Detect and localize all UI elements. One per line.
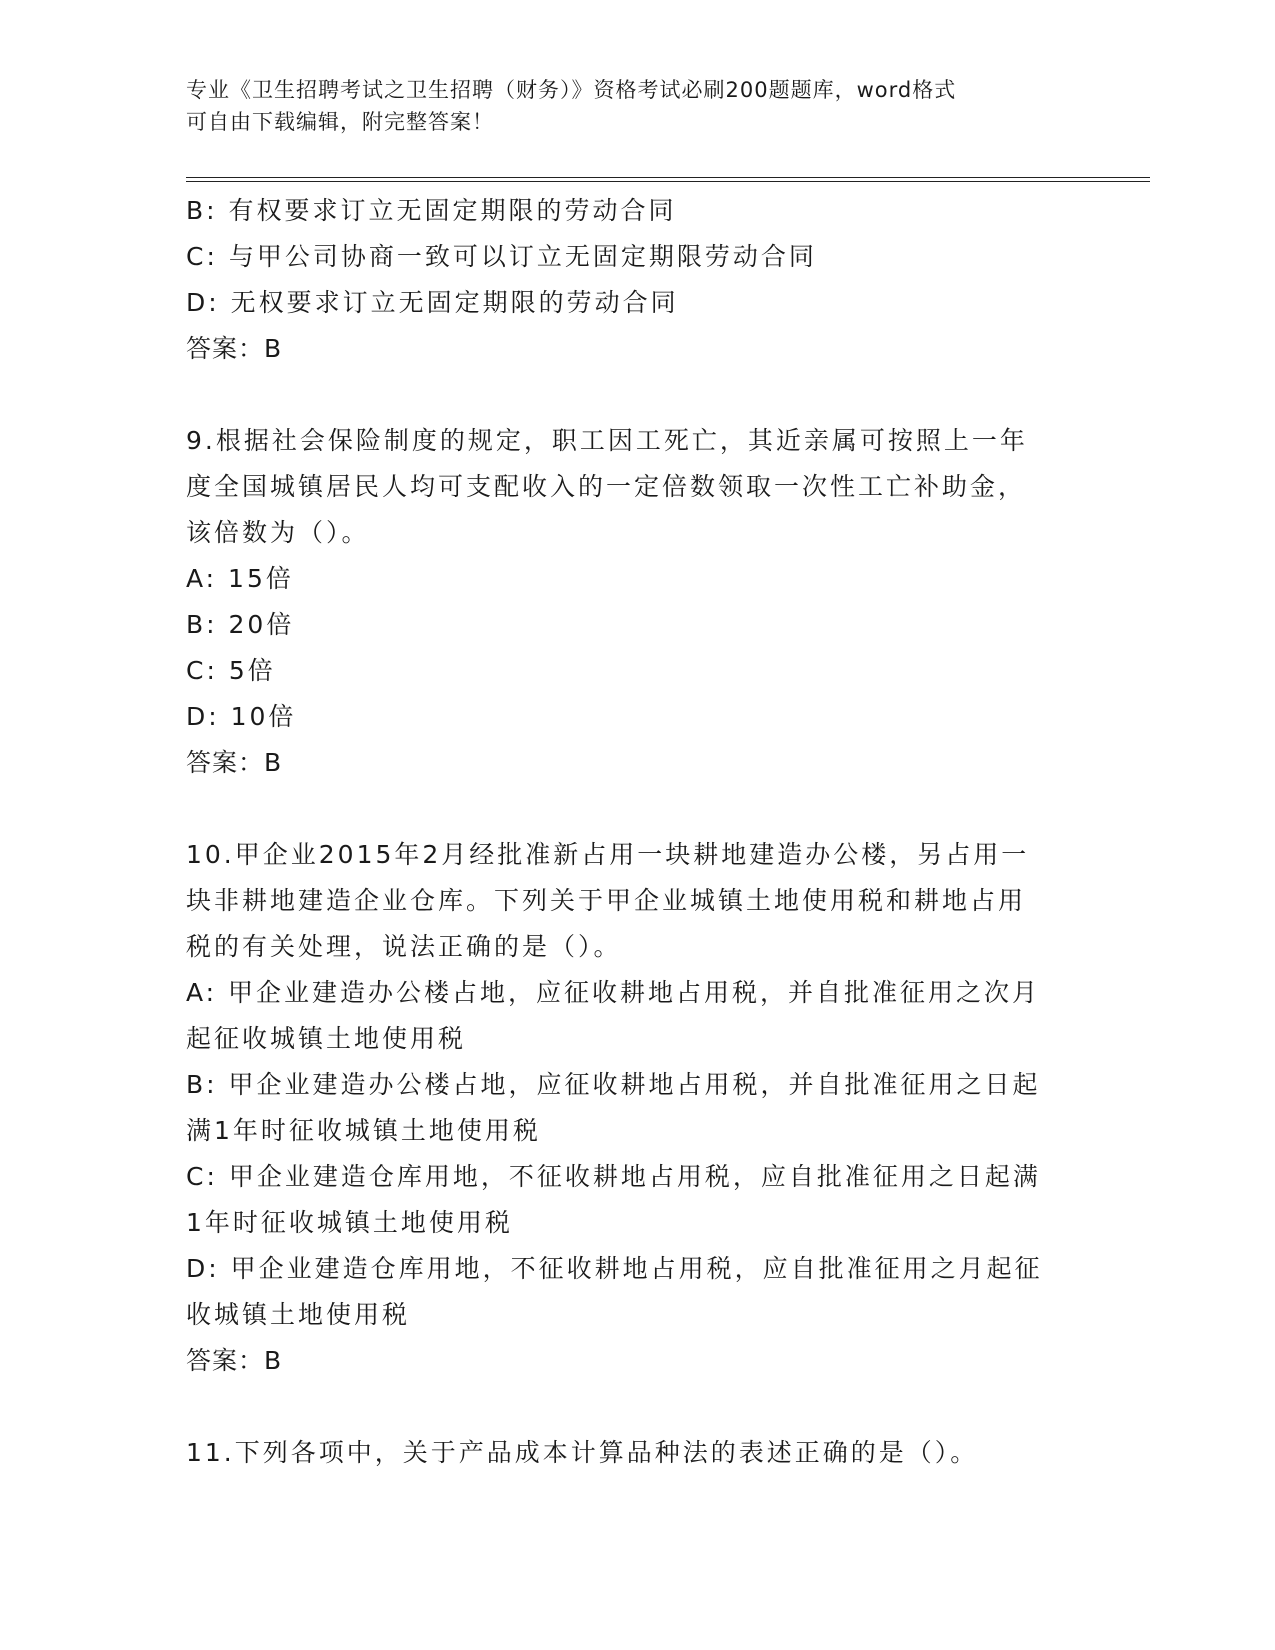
option-d: D: 甲企业建造仓库用地，不征收耕地占用税，应自批准征用之月起征 [186, 1254, 1043, 1283]
header-line-1: 专业《卫生招聘考试之卫生招聘（财务）》资格考试必刷200题题库，word格式 [186, 78, 957, 102]
option-c: C: 与甲公司协商一致可以订立无固定期限劳动合同 [186, 242, 817, 271]
option-c: C: 甲企业建造仓库用地，不征收耕地占用税，应自批准征用之日起满 [186, 1162, 1041, 1191]
option-b: B: 20倍 [186, 610, 295, 639]
option-b-continued: 满1年时征收城镇土地使用税 [186, 1116, 541, 1145]
question-stem-line: 10.甲企业2015年2月经批准新占用一块耕地建造办公楼，另占用一 [186, 840, 1030, 869]
question-stem-line: 度全国城镇居民人均可支配收入的一定倍数领取一次性工亡补助金， [186, 472, 1027, 501]
spacer [186, 786, 1076, 832]
answer-line: 答案：B [186, 748, 283, 777]
document-header [186, 74, 1066, 138]
spacer [186, 372, 1076, 418]
option-a: A: 甲企业建造办公楼占地，应征收耕地占用税，并自批准征用之次月 [186, 978, 1041, 1007]
header-line-2: 可自由下载编辑，附完整答案！ [186, 110, 494, 134]
prev-question-block [186, 188, 1076, 372]
option-b: B: 有权要求订立无固定期限的劳动合同 [186, 196, 677, 225]
header-divider-top [186, 177, 1150, 178]
option-a-continued: 起征收城镇土地使用税 [186, 1024, 467, 1053]
option-c: C: 5倍 [186, 656, 276, 685]
question-stem-line: 块非耕地建造企业仓库。下列关于甲企业城镇土地使用税和耕地占用 [186, 886, 1027, 915]
option-c-continued: 1年时征收城镇土地使用税 [186, 1208, 513, 1237]
spacer [186, 1384, 1076, 1430]
option-d-continued: 收城镇土地使用税 [186, 1300, 411, 1329]
question-stem-line: 该倍数为（）。 [186, 518, 370, 547]
option-a: A: 15倍 [186, 564, 294, 593]
option-d: D: 10倍 [186, 702, 297, 731]
answer-line: 答案：B [186, 334, 283, 363]
question-content [186, 188, 1076, 1476]
option-d: D: 无权要求订立无固定期限的劳动合同 [186, 288, 679, 317]
question-10 [186, 832, 1076, 1384]
question-stem-line: 9.根据社会保险制度的规定，职工因工死亡，其近亲属可按照上一年 [186, 426, 1028, 455]
question-stem-line: 11.下列各项中，关于产品成本计算品种法的表述正确的是（）。 [186, 1438, 979, 1467]
answer-line: 答案：B [186, 1346, 283, 1375]
question-stem-line: 税的有关处理，说法正确的是（）。 [186, 932, 622, 961]
option-b: B: 甲企业建造办公楼占地，应征收耕地占用税，并自批准征用之日起 [186, 1070, 1041, 1099]
header-divider-bottom [186, 181, 1150, 182]
question-9 [186, 418, 1076, 786]
question-11 [186, 1430, 1076, 1476]
